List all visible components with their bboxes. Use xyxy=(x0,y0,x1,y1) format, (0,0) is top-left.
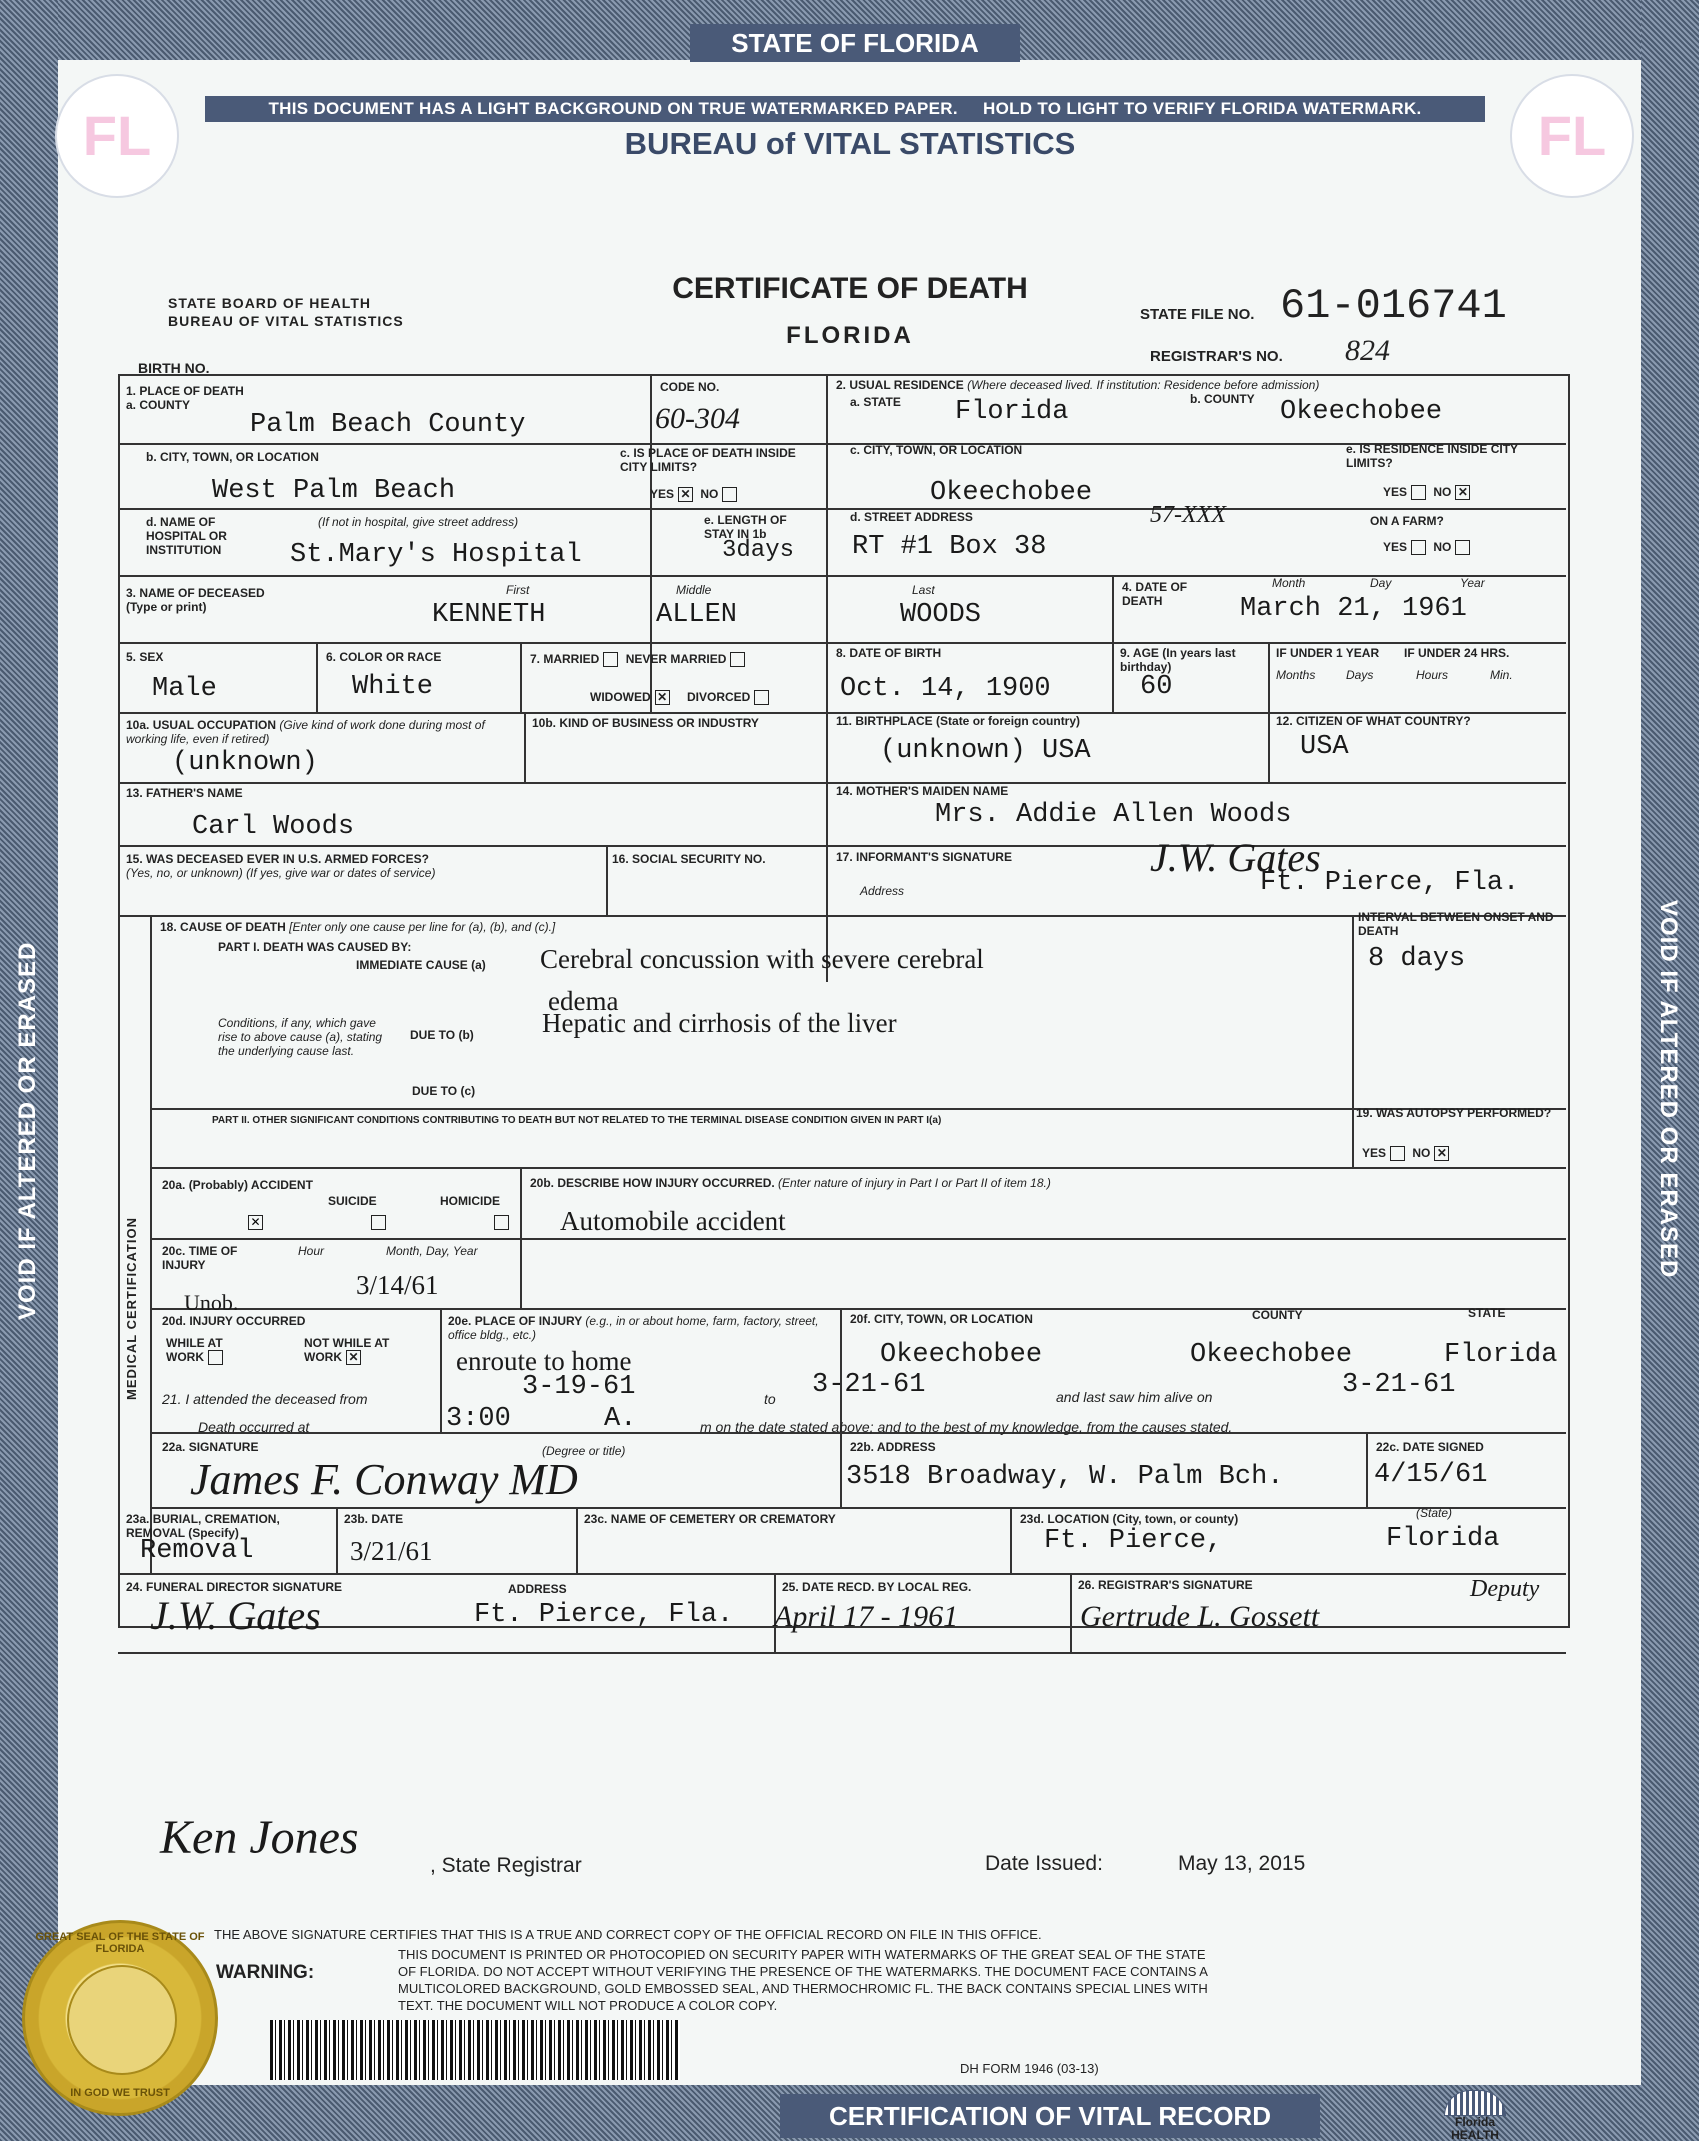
certifies-text: THE ABOVE SIGNATURE CERTIFIES THAT THIS IS A TRUE AND CORRECT COPY OF THE OFFICIAL RECORD ON FILE IN THIS OFFICE. xyxy=(214,1927,1042,1942)
hospital-label: d. NAME OF HOSPITAL OR INSTITUTION xyxy=(146,515,227,557)
length-of-stay-label: e. LENGTH OF STAY IN 1b xyxy=(704,513,787,541)
deputy-mark: Deputy xyxy=(1470,1576,1540,1602)
informant-label: 17. INFORMANT'S SIGNATURE xyxy=(836,850,1012,864)
to-label: to xyxy=(764,1391,776,1407)
city-value: West Palm Beach xyxy=(212,476,456,506)
time-injury-label: 20c. TIME OF INJURY xyxy=(162,1244,238,1272)
certificate-title: CERTIFICATE OF DEATH xyxy=(672,272,1028,305)
rule xyxy=(520,642,522,712)
thermochromic-fl-right: FL xyxy=(1510,74,1634,198)
florida-health-logo xyxy=(1430,2090,1520,2140)
res-state-value: Florida xyxy=(955,397,1069,427)
date-signed-label: 22c. DATE SIGNED xyxy=(1376,1440,1484,1454)
autopsy-no-checkbox[interactable]: ✕ xyxy=(1434,1146,1449,1161)
board-line-2: BUREAU OF VITAL STATISTICS xyxy=(168,313,404,329)
board-line-1: STATE BOARD OF HEALTH xyxy=(168,295,371,311)
length-of-stay-value: 3days xyxy=(722,537,795,564)
last-label: Last xyxy=(912,583,935,597)
armed-forces-label: 15. WAS DECEASED EVER IN U.S. ARMED FORCES? (Yes, no, or unknown) (If yes, give war or dates of service) xyxy=(126,852,436,880)
describe-label: 20b. DESCRIBE HOW INJURY OCCURRED. (Enter nature of injury in Part I or Part II of item 18.) xyxy=(530,1176,1051,1190)
accident-checkbox[interactable]: ✕ xyxy=(248,1215,263,1230)
board-heading xyxy=(168,294,404,330)
year-label: Year xyxy=(1460,576,1485,590)
date-of-death-label: 4. DATE OF DEATH xyxy=(1122,580,1188,608)
res-city-value: Okeechobee xyxy=(930,478,1093,508)
middle-label: Middle xyxy=(676,583,712,597)
registrar-signature: Gertrude L. Gossett xyxy=(1080,1600,1320,1633)
last-name-value: WOODS xyxy=(900,600,982,630)
while-at-work-checkbox[interactable] xyxy=(208,1350,223,1365)
rule xyxy=(1010,1507,1012,1573)
attended-from-value: 3-19-61 xyxy=(522,1372,636,1402)
not-while-work-checkbox[interactable]: ✕ xyxy=(346,1350,361,1365)
race-label: 6. COLOR OR RACE xyxy=(326,650,442,664)
days-label: Days xyxy=(1346,668,1374,682)
rule xyxy=(118,915,1566,917)
burial-value: Removal xyxy=(140,1536,254,1566)
hospital-value: St.Mary's Hospital xyxy=(290,540,582,570)
age-label: 9. AGE (In years last birthday) xyxy=(1120,646,1236,674)
date-issued-label: Date Issued: xyxy=(985,1852,1103,1875)
burial-location-value: Ft. Pierce, xyxy=(1044,1526,1223,1556)
father-label: 13. FATHER'S NAME xyxy=(126,786,243,800)
homicide-checkbox[interactable] xyxy=(494,1215,509,1230)
rule xyxy=(118,1573,1566,1575)
divorced-checkbox[interactable] xyxy=(754,690,769,705)
on-farm-checkboxes: YES NO xyxy=(1383,540,1474,555)
due-to-c-label: DUE TO (c) xyxy=(412,1084,476,1098)
funeral-address-value: Ft. Pierce, Fla. xyxy=(474,1600,734,1630)
street-note: 57-XXX xyxy=(1150,502,1226,528)
suicide-checkbox[interactable] xyxy=(371,1215,386,1230)
injury-description: Automobile accident xyxy=(560,1206,786,1236)
warning-text: THIS DOCUMENT IS PRINTED OR PHOTOCOPIED ON SECURITY PAPER WITH WATERMARKS OF THE GREAT SEAL OF THE STATE OF FLORIDA. DO NOT ACCEPT WITHOUT VERIFYING THE PRESENCE OF THE WATERMARKS. THE DOCUMENT FACE CONTAINS A MULTICOLORED BACKGROUND, GOLD EMBOSSED SEAL, AND THERMOCHROMIC FL. THE BACK CONTAINS SPECIAL LINES WITH TEXT. THE DOCUMENT WILL NOT PRODUCE A COLOR COPY. xyxy=(398,1947,1208,2013)
mother-value: Mrs. Addie Allen Woods xyxy=(935,800,1292,830)
death-occurred-label: Death occurred at xyxy=(198,1419,310,1435)
injury-time-value: Unob. xyxy=(184,1290,239,1315)
dob-value: Oct. 14, 1900 xyxy=(840,674,1051,704)
day-label: Day xyxy=(1370,576,1392,590)
rule xyxy=(150,1238,1566,1240)
burial-state-value: Florida xyxy=(1386,1524,1500,1554)
while-at-work-label: WHILE AT WORK xyxy=(166,1336,223,1364)
occupation-label: 10a. USUAL OCCUPATION (Give kind of work done during most of working life, even if retired) xyxy=(126,718,485,746)
signature-label: 22a. SIGNATURE xyxy=(162,1440,259,1454)
form-number: DH FORM 1946 (03-13) xyxy=(960,2061,1099,2076)
citizen-label: 12. CITIZEN OF WHAT COUNTRY? xyxy=(1276,714,1471,728)
rule xyxy=(826,374,828,982)
immediate-label: IMMEDIATE CAUSE (a) xyxy=(356,958,486,972)
cause-label: 18. CAUSE OF DEATH [Enter only one cause per line for (a), (b), and (c).] xyxy=(160,920,556,934)
rule xyxy=(150,915,152,1573)
rule xyxy=(1268,712,1270,782)
death-occurred-tail: m on the date stated above; and to the best of my knowledge, from the causes stated. xyxy=(700,1419,1233,1435)
rule xyxy=(150,1308,1566,1310)
rule xyxy=(1366,1432,1368,1507)
month-label: Month xyxy=(1272,576,1306,590)
res-inside-yes-checkbox[interactable] xyxy=(1411,485,1426,500)
part2-label: PART II. OTHER SIGNIFICANT CONDITIONS CONTRIBUTING TO DEATH BUT NOT RELATED TO THE TERMINAL DISEASE CONDITION GIVEN IN PART I(a) xyxy=(212,1115,942,1126)
farm-no-checkbox[interactable] xyxy=(1455,540,1470,555)
age-value: 60 xyxy=(1140,672,1173,702)
notice-left: THIS DOCUMENT HAS A LIGHT BACKGROUND ON TRUE WATERMARKED PAPER. xyxy=(268,99,958,118)
death-ampm-value: A. xyxy=(604,1404,637,1434)
death-time-value: 3:00 xyxy=(446,1404,511,1434)
father-value: Carl Woods xyxy=(192,812,355,842)
registrar-no-label: REGISTRAR'S NO. xyxy=(1150,348,1283,365)
injury-occurred-label: 20d. INJURY OCCURRED xyxy=(162,1314,306,1328)
middle-name-value: ALLEN xyxy=(656,600,738,630)
under-1-year-label: IF UNDER 1 YEAR xyxy=(1276,646,1380,660)
injury-county-value: Okeechobee xyxy=(1190,1340,1353,1370)
rule xyxy=(118,575,1566,577)
cause-b: Hepatic and cirrhosis of the liver xyxy=(542,1008,897,1038)
rule xyxy=(1268,642,1270,712)
physician-signature: James F. Conway MD xyxy=(190,1455,578,1504)
date-signed-value: 4/15/61 xyxy=(1374,1460,1488,1490)
ssn-label: 16. SOCIAL SECURITY NO. xyxy=(612,852,766,866)
gold-seal xyxy=(22,1920,218,2116)
dob-label: 8. DATE OF BIRTH xyxy=(836,646,942,660)
autopsy-checkboxes: YES NO ✕ xyxy=(1362,1146,1453,1161)
seal-motto: IN GOD WE TRUST xyxy=(70,2087,170,2099)
marital-row-2: WIDOWED ✕ DIVORCED xyxy=(590,690,773,705)
res-county-value: Okeechobee xyxy=(1280,397,1443,427)
birthplace-value: (unknown) USA xyxy=(880,736,1091,766)
certification-title: CERTIFICATION OF VITAL RECORD xyxy=(780,2094,1320,2138)
rule xyxy=(524,712,526,782)
state-registrar-signature: Ken Jones xyxy=(160,1811,359,1864)
race-value: White xyxy=(352,672,434,702)
last-saw-label: and last saw him alive on xyxy=(1056,1389,1213,1405)
rule xyxy=(118,508,1566,510)
place-injury-label: 20e. PLACE OF INJURY (e.g., in or about home, farm, factory, street, office bldg., etc.) xyxy=(448,1314,819,1342)
first-label: First xyxy=(506,583,530,597)
informant-address-label: Address xyxy=(860,884,905,898)
res-state-label: a. STATE xyxy=(850,395,901,409)
rule xyxy=(840,1432,842,1507)
usual-residence-label: 2. USUAL RESIDENCE (Where deceased lived. If institution: Residence before admission) xyxy=(836,378,1320,392)
notice-right: HOLD TO LIGHT TO VERIFY FLORIDA WATERMARK. xyxy=(983,99,1422,118)
first-name-value: KENNETH xyxy=(432,600,546,630)
suicide-label: SUICIDE xyxy=(328,1194,377,1208)
not-while-work-label: NOT WHILE AT WORK ✕ xyxy=(304,1336,390,1365)
injury-city-value: Okeechobee xyxy=(880,1340,1043,1370)
degree-label: (Degree or title) xyxy=(542,1444,626,1458)
code-no-value: 60-304 xyxy=(655,402,740,435)
occupation-value: (unknown) xyxy=(172,748,318,778)
street-label: d. STREET ADDRESS xyxy=(850,510,973,524)
inside-city-no-checkbox[interactable] xyxy=(722,487,737,502)
code-no-label: CODE NO. xyxy=(660,380,720,394)
date-issued-value: May 13, 2015 xyxy=(1178,1852,1306,1875)
hours-label: Hours xyxy=(1416,668,1449,682)
res-inside-label: e. IS RESIDENCE INSIDE CITY LIMITS? xyxy=(1346,442,1518,470)
medical-certification-label: MEDICAL CERTIFICATION xyxy=(124,1216,139,1400)
sun-icon xyxy=(1444,2090,1506,2116)
burial-date-value: 3/21/61 xyxy=(350,1536,433,1566)
rule xyxy=(1112,575,1114,642)
min-label: Min. xyxy=(1490,668,1513,682)
widowed-checkbox[interactable]: ✕ xyxy=(655,690,670,705)
never-married-checkbox[interactable] xyxy=(730,652,745,667)
physician-address: 3518 Broadway, W. Palm Bch. xyxy=(846,1462,1284,1492)
funeral-signature: J.W. Gates xyxy=(150,1593,321,1638)
injury-state-value: Florida xyxy=(1444,1340,1558,1370)
bureau-title: BUREAU of VITAL STATISTICS xyxy=(624,126,1076,161)
res-inside-checkboxes: YES NO ✕ xyxy=(1383,485,1474,500)
cause-a2: edema xyxy=(548,986,619,1016)
autopsy-label: 19. WAS AUTOPSY PERFORMED? xyxy=(1356,1106,1552,1120)
conditions-note: Conditions, if any, which gave rise to above cause (a), stating the underlying cause last. xyxy=(218,1016,383,1058)
warning-label: WARNING: xyxy=(216,1962,315,1983)
name-label: 3. NAME OF DECEASED (Type or print) xyxy=(126,586,265,614)
county-value: Palm Beach County xyxy=(250,410,526,440)
informant-signature: J.W. Gates xyxy=(1150,835,1321,880)
mother-label: 14. MOTHER'S MAIDEN NAME xyxy=(836,784,1009,798)
rule xyxy=(606,845,608,915)
county-plain-label: COUNTY xyxy=(1252,1308,1303,1322)
months-label: Months xyxy=(1276,668,1316,682)
interval-label: INTERVAL BETWEEN ONSET AND DEATH xyxy=(1358,910,1554,938)
rule xyxy=(1112,642,1114,712)
rule xyxy=(1070,1573,1072,1653)
logo-line-2: HEALTH xyxy=(1451,2128,1499,2142)
address-22b-label: 22b. ADDRESS xyxy=(850,1440,936,1454)
rule xyxy=(118,1652,1566,1654)
rule xyxy=(118,642,1566,644)
manner-checkboxes xyxy=(244,1214,513,1232)
rule xyxy=(118,845,1566,847)
void-notice-left: VOID IF ALTERED OR ERASED xyxy=(14,941,41,1320)
sex-label: 5. SEX xyxy=(126,650,164,664)
thermochromic-fl-left: FL xyxy=(55,74,179,198)
res-inside-no-checkbox[interactable]: ✕ xyxy=(1455,485,1470,500)
rule xyxy=(336,1507,338,1573)
business-label: 10b. KIND OF BUSINESS OR INDUSTRY xyxy=(532,716,759,730)
married-checkbox[interactable] xyxy=(603,652,618,667)
rule xyxy=(440,1308,442,1432)
birthplace-label: 11. BIRTHPLACE (State or foreign country) xyxy=(836,714,1081,728)
funeral-address-label: ADDRESS xyxy=(508,1582,567,1596)
inside-city-label: c. IS PLACE OF DEATH INSIDE CITY LIMITS? xyxy=(620,446,796,474)
mdy-label: Month, Day, Year xyxy=(386,1244,478,1258)
city-f-label: 20f. CITY, TOWN, OR LOCATION xyxy=(850,1312,1033,1326)
street-value: RT #1 Box 38 xyxy=(852,532,1047,562)
inside-city-checkboxes: YES ✕ NO xyxy=(650,487,741,502)
city-label: b. CITY, TOWN, OR LOCATION xyxy=(146,450,319,464)
accident-label: 20a. (Probably) ACCIDENT xyxy=(162,1178,313,1192)
rule xyxy=(150,1507,1566,1509)
certificate-subtitle: FLORIDA xyxy=(786,322,914,349)
place-injury-value: enroute to home xyxy=(456,1346,632,1376)
citizen-value: USA xyxy=(1300,732,1349,762)
res-city-label: c. CITY, TOWN, OR LOCATION xyxy=(850,443,1023,457)
interval-value: 8 days xyxy=(1368,944,1466,974)
date-recd-label: 25. DATE RECD. BY LOCAL REG. xyxy=(782,1580,972,1594)
informant-address: Ft. Pierce, Fla. xyxy=(1260,868,1520,898)
homicide-label: HOMICIDE xyxy=(440,1194,500,1208)
state-file-label: STATE FILE NO. xyxy=(1140,306,1255,323)
cause-a1: Cerebral concussion with severe cerebral xyxy=(540,944,984,974)
state-plain-label: STATE xyxy=(1468,1306,1506,1320)
seal-center xyxy=(67,1965,177,2075)
rule xyxy=(520,1168,522,1308)
hour-label: Hour xyxy=(298,1244,325,1258)
hospital-note: (If not in hospital, give street address) xyxy=(318,515,519,529)
sex-value: Male xyxy=(152,674,217,704)
death-date-value: March 21, 1961 xyxy=(1240,594,1467,624)
last-seen-value: 3-21-61 xyxy=(1342,1370,1456,1400)
burial-label: 23a. BURIAL, CREMATION, REMOVAL (Specify) xyxy=(126,1512,280,1540)
birth-no-label: BIRTH NO. xyxy=(138,360,210,376)
under-24-hrs-label: IF UNDER 24 HRS. xyxy=(1404,646,1510,660)
funeral-label: 24. FUNERAL DIRECTOR SIGNATURE xyxy=(126,1580,343,1594)
place-of-death-label: 1. PLACE OF DEATH a. COUNTY xyxy=(126,384,244,412)
due-to-b-label: DUE TO (b) xyxy=(410,1028,474,1042)
logo-line-1: Florida xyxy=(1454,2115,1495,2129)
rule xyxy=(316,642,318,712)
cemetery-label: 23c. NAME OF CEMETERY OR CREMATORY xyxy=(584,1512,836,1526)
marital-row-1: 7. MARRIED NEVER MARRIED xyxy=(530,652,749,667)
attended-label: 21. I attended the deceased from xyxy=(162,1391,368,1407)
state-title: STATE OF FLORIDA xyxy=(690,24,1020,62)
state-registrar-label: , State Registrar xyxy=(430,1854,582,1877)
rule xyxy=(1352,915,1354,1168)
injury-date-value: 3/14/61 xyxy=(356,1270,439,1300)
res-county-label: b. COUNTY xyxy=(1190,392,1255,406)
barcode xyxy=(270,2020,680,2080)
rule xyxy=(576,1507,578,1573)
seal-text: GREAT SEAL OF THE STATE OF FLORIDA xyxy=(35,1931,205,1955)
autopsy-yes-checkbox[interactable] xyxy=(1390,1146,1405,1161)
inside-city-yes-checkbox[interactable]: ✕ xyxy=(678,487,693,502)
state-paren-label: (State) xyxy=(1416,1506,1453,1520)
date-recd-value: April 17 - 1961 xyxy=(774,1600,959,1633)
void-notice-right: VOID IF ALTERED OR ERASED xyxy=(1655,900,1682,1279)
location-label: 23d. LOCATION (City, town, or county) xyxy=(1020,1512,1239,1526)
state-file-number: 61-016741 xyxy=(1280,282,1507,330)
registrar-sig-label: 26. REGISTRAR'S SIGNATURE xyxy=(1078,1578,1253,1592)
watermark-notice xyxy=(205,96,1485,122)
farm-yes-checkbox[interactable] xyxy=(1411,540,1426,555)
attended-to-value: 3-21-61 xyxy=(812,1370,926,1400)
part1-label: PART I. DEATH WAS CAUSED BY: xyxy=(218,940,412,954)
registrar-no-value: 824 xyxy=(1345,334,1390,367)
burial-date-label: 23b. DATE xyxy=(344,1512,404,1526)
on-farm-label: ON A FARM? xyxy=(1370,514,1444,528)
